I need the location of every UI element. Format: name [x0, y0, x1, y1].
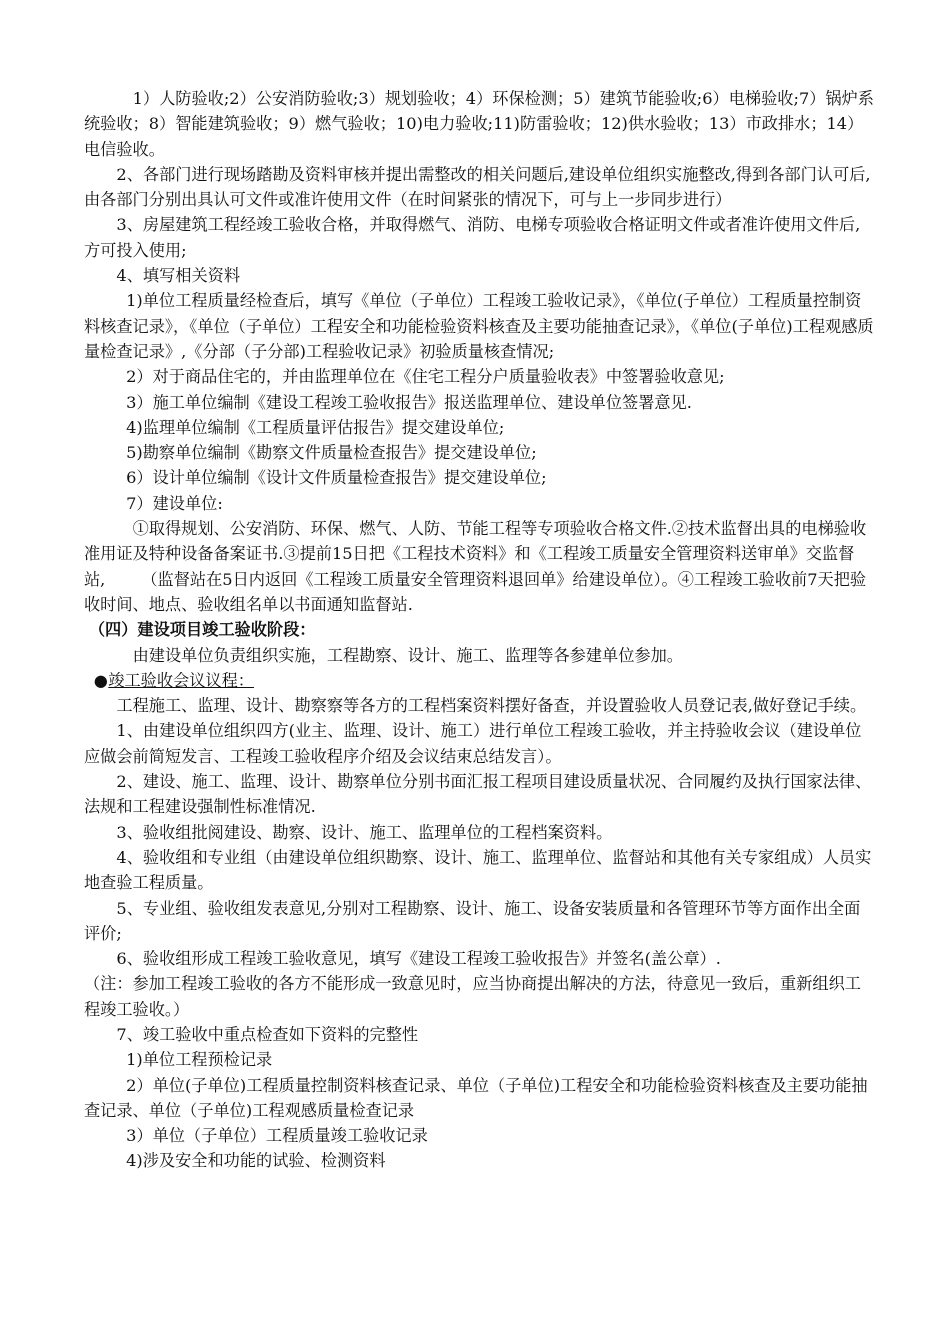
document-page: [84, 86, 874, 1174]
paragraph-item-3: 3）施工单位编制《建设工程竣工验收报告》报送监理单位、建设单位签署意见.: [126, 392, 692, 412]
paragraph-item-6: 6）设计单位编制《设计文件质量检查报告》提交建设单位;: [126, 468, 547, 488]
paragraph-check-4: 4)涉及安全和功能的试验、检测资料: [126, 1151, 386, 1171]
paragraph-step-2: 2、各部门进行现场踏勘及资料审核并提出需整改的相关问题后,建设单位组织实施整改,得到各部门认可后,由各部门分别出具认可文件或准许使用文件（在时间紧张的情况下，可与上一步同步进行）: [84, 164, 871, 210]
bullet-icon: ●: [93, 670, 108, 690]
paragraph-organizer: 由建设单位负责组织实施，工程勘察、设计、施工、监理等各参建单位参加。: [132, 645, 683, 665]
paragraph-agenda-1: 1、由建设单位组织四方(业主、监理、设计、施工）进行单位工程竣工验收，并主持验收会议（建设单位应做会前简短发言、工程竣工验收程序介绍及会议结束总结发言）。: [84, 721, 862, 766]
paragraph-agenda-5: 5、专业组、验收组发表意见,分别对工程勘察、设计、施工、设备安装质量和各管理环节等方面作出全面评价;: [84, 898, 861, 943]
paragraph-item-2: 2）对于商品住宅的，并由监理单位在《住宅工程分户质量验收表》中签署验收意见;: [126, 367, 725, 387]
paragraph-archives: 工程施工、监理、设计、勘察察等各方的工程档案资料摆好备查，并设置验收人员登记表,做好登记手续。: [116, 696, 867, 716]
paragraph-note: （注：参加工程竣工验收的各方不能形成一致意见时，应当协商提出解决的方法，待意见一致后，重新组织工程竣工验收。）: [84, 974, 861, 1019]
paragraph-check-2: 2）单位(子单位)工程质量控制资料核查记录、单位（子单位)工程安全和功能检验资料核查及主要功能抽查记录、单位（子单位)工程观感质量检查记录: [84, 1075, 868, 1120]
tasks-part-2: （监督站在5日内返回《工程竣工质量安全管理资料退回单》给建设单位）。④工程竣工验收前7天把验收时间、地点、验收组名单以书面通知监督站.: [84, 569, 867, 614]
tasks-part-1: ①取得规划、公安消防、环保、燃气、人防、节能工程等专项验收合格文件.②技术监督出具的电梯验收准用证及特种设备备案证书.③提前15日把《工程技术资料》和《工程竣工质量安全管理资料送审单》交监督站,: [84, 519, 867, 589]
paragraph-agenda-4: 4、验收组和专业组（由建设单位组织勘察、设计、施工、监理单位、监督站和其他有关专家组成）人员实地查验工程质量。: [84, 847, 872, 893]
paragraph-item-5: 5)勘察单位编制《勘察文件质量检查报告》提交建设单位;: [126, 443, 537, 463]
paragraph-item-7: 7）建设单位:: [126, 493, 223, 513]
paragraph-agenda-7: 7、竣工验收中重点检查如下资料的完整性: [116, 1024, 419, 1044]
paragraph-item-1: 1)单位工程质量经检查后，填写《单位（子单位）工程竣工验收记录》，《单位(子单位）工程质量控制资料核查记录》，《单位（子单位）工程安全和功能检验资料核查及主要功能抽查记录》，《单位(子单位)工程观感质量检查记录》,《分部（子分部)工程验收记录》初验质量核查情况;: [84, 291, 874, 361]
section-heading-4: （四）建设项目竣工验收阶段：: [88, 620, 316, 640]
paragraph-item-4: 4)监理单位编制《工程质量评估报告》提交建设单位;: [126, 417, 505, 437]
bullet-meeting-agenda: [84, 668, 874, 693]
paragraph-step-4: 4、填写相关资料: [116, 266, 241, 286]
paragraph-agenda-2: 2、建设、施工、监理、设计、勘察单位分别书面汇报工程项目建设质量状况、合同履约及执行国家法律、法规和工程建设强制性标准情况.: [84, 772, 872, 817]
paragraph-check-3: 3）单位（子单位）工程质量竣工验收记录: [126, 1126, 428, 1146]
paragraph-step-3: 3、房屋建筑工程经竣工验收合格，并取得燃气、消防、电梯专项验收合格证明文件或者准许使用文件后,方可投入使用;: [84, 215, 861, 260]
meeting-agenda-title: 竣工验收会议议程：: [108, 670, 254, 690]
paragraph-agenda-3: 3、验收组批阅建设、勘察、设计、施工、监理单位的工程档案资料。: [116, 822, 613, 842]
paragraph-acceptance-list: 1）人防验收;2）公安消防验收;3）规划验收；4）环保检测；5）建筑节能验收;6）电梯验收;7）锅炉系统验收；8）智能建筑验收；9）燃气验收；10)电力验收;11)防雷验收；12)供水验收；13）市政排水；14）电信验收。: [84, 89, 874, 159]
paragraph-check-1: 1)单位工程预检记录: [126, 1050, 273, 1070]
paragraph-agenda-6: 6、验收组形成工程竣工验收意见，填写《建设工程竣工验收报告》并签名(盖公章）.: [116, 949, 721, 969]
paragraph-construction-unit-tasks: [84, 516, 874, 617]
